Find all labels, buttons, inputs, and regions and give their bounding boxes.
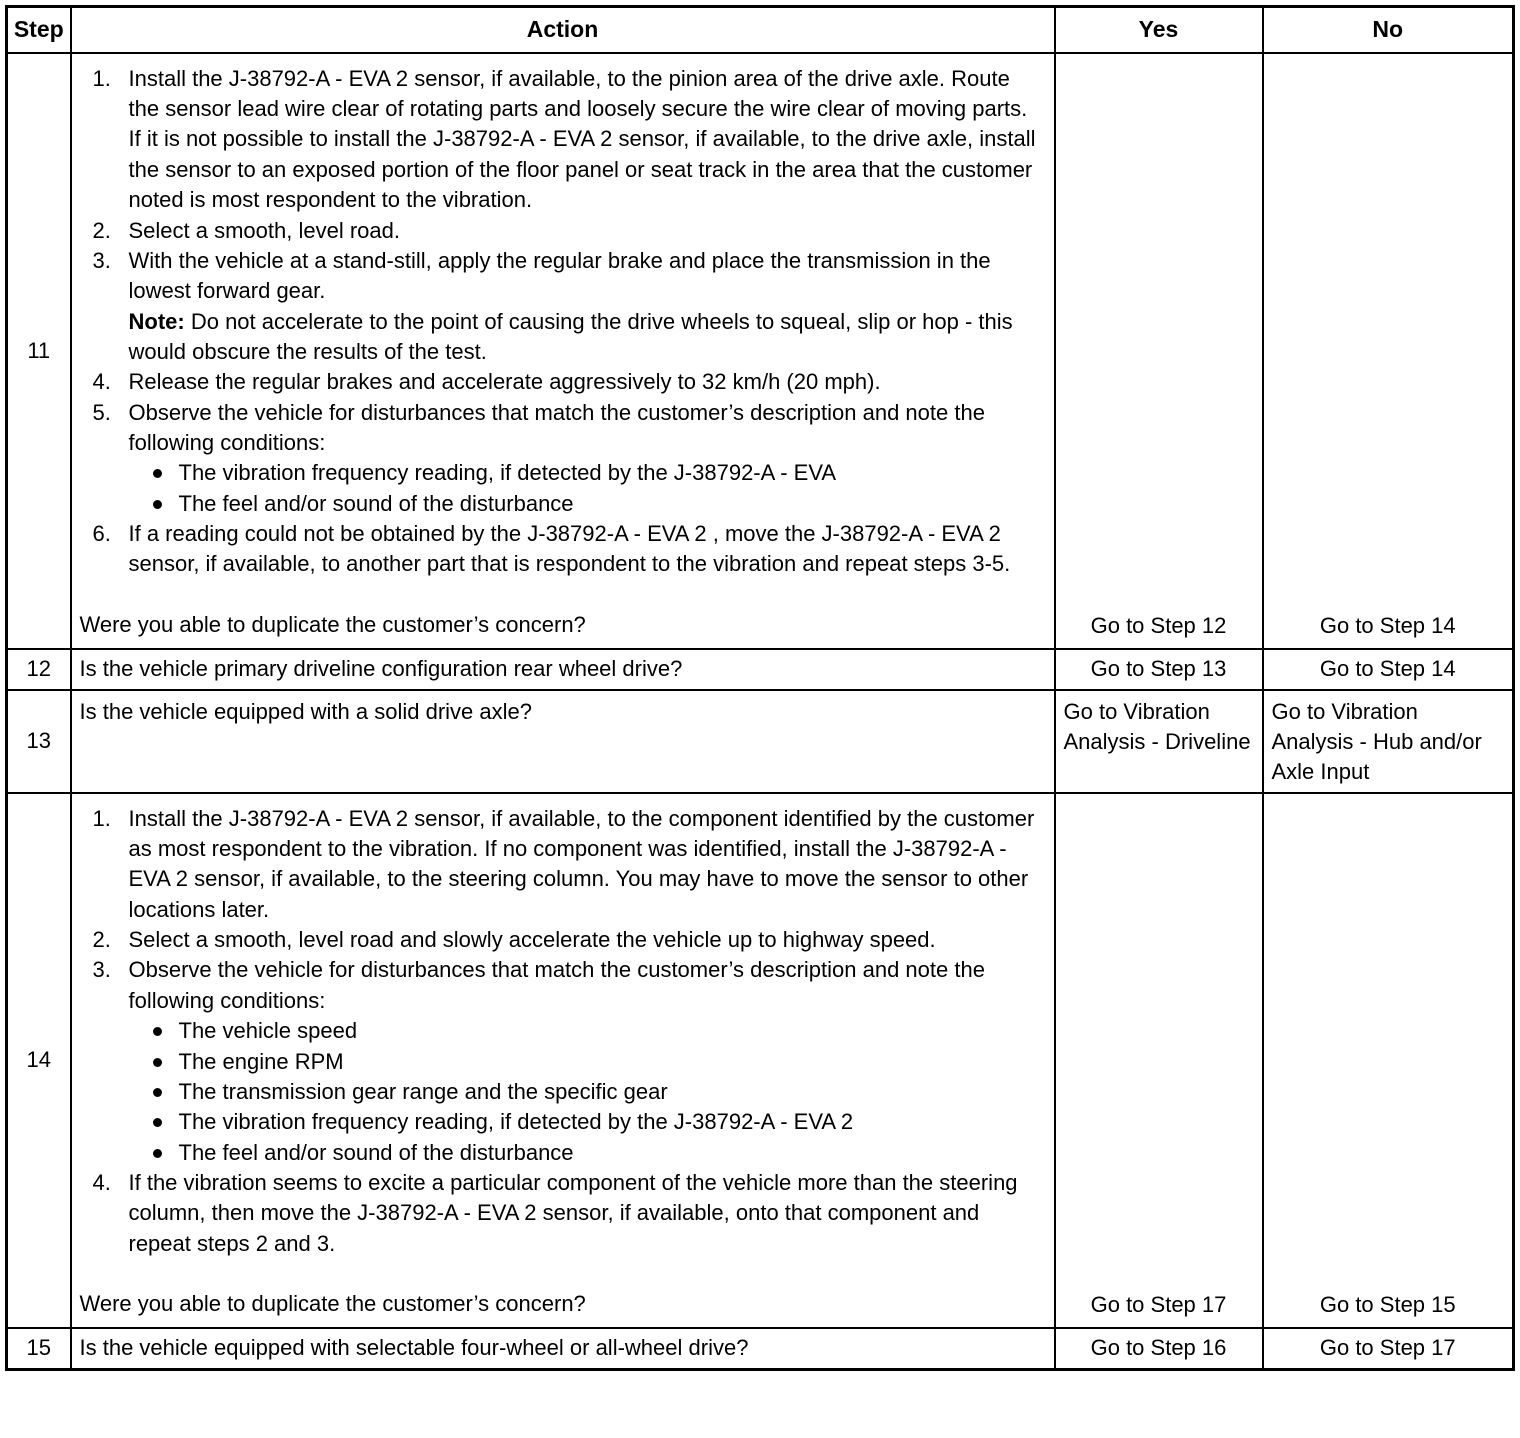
col-header-action: Action: [71, 7, 1055, 53]
action-cell: [71, 690, 1055, 793]
table-row: [7, 649, 1514, 689]
yes-result: Go to Vibration Analysis - Driveline: [1055, 690, 1263, 793]
step-number: 15: [7, 1328, 71, 1369]
yes-result: Go to Step 17: [1055, 793, 1263, 1329]
bullet-icon: [153, 1058, 162, 1067]
bullet-text: The transmission gear range and the specific gear: [178, 1078, 668, 1104]
item-body: [129, 64, 1042, 216]
item-text: Install the J-38792-A - EVA 2 sensor, if available, to the component identified by the customer as most respondent to the vibration. If no component was identified, install the J-38792-A - EVA 2 sensor, if available, to the steering column. You may have to move the sensor to other locations later.: [128, 805, 1035, 922]
note-line: Note: Do not accelerate to the point of causing the drive wheels to squeal, slip or hop - this would obscure the results of the test.: [128, 308, 1013, 364]
numbered-list: [80, 804, 1044, 1259]
bullet-text: The vehicle speed: [178, 1018, 358, 1044]
table-row: [7, 690, 1514, 793]
table-body: [7, 53, 1514, 1370]
bullet-icon: [153, 500, 162, 509]
yes-result: Go to Step 13: [1055, 649, 1263, 689]
bullet-icon: [153, 1027, 162, 1036]
item-body: [129, 246, 1042, 367]
bullet-list: [129, 1016, 1042, 1168]
item-number: 1.: [92, 65, 111, 91]
step-number: 12: [7, 649, 71, 689]
table-row: [7, 793, 1514, 1329]
item-body: [129, 367, 1042, 397]
no-result: Go to Step 15: [1263, 793, 1514, 1329]
bullet-item: [153, 1016, 1042, 1046]
numbered-item: [93, 367, 1042, 397]
item-number: 5.: [92, 399, 111, 425]
yes-result: Go to Step 12: [1055, 53, 1263, 649]
numbered-item: [93, 955, 1042, 1168]
yes-result: Go to Step 16: [1055, 1328, 1263, 1369]
action-cell: [71, 649, 1055, 689]
item-number: 3.: [92, 247, 111, 273]
bullet-text: The vibration frequency reading, if detected by the J-38792-A - EVA: [178, 460, 837, 486]
action-cell: [71, 793, 1055, 1329]
table-row: [7, 1328, 1514, 1369]
action-question: Were you able to duplicate the customer’s concern?: [79, 1291, 586, 1317]
numbered-item: [93, 1168, 1042, 1259]
step-number: 13: [7, 690, 71, 793]
table-row: [7, 53, 1514, 649]
bullet-text: The feel and/or sound of the disturbance: [178, 1139, 574, 1165]
numbered-item: [93, 519, 1042, 580]
note-label: Note:: [128, 308, 185, 334]
action-cell: [71, 1328, 1055, 1369]
bullet-text: The feel and/or sound of the disturbance: [178, 490, 574, 516]
bullet-item: [153, 458, 1042, 488]
item-body: [129, 804, 1042, 925]
col-header-no: No: [1263, 7, 1514, 53]
bullet-icon: [153, 1149, 162, 1158]
header-row: [7, 7, 1514, 53]
diagnostic-table: [5, 5, 1515, 1371]
step-number: 14: [7, 793, 71, 1329]
numbered-item: [93, 246, 1042, 367]
item-number: 4.: [92, 369, 111, 395]
item-body: [129, 398, 1042, 519]
action-question: Is the vehicle primary driveline configuration rear wheel drive?: [79, 656, 683, 682]
bullet-icon: [153, 1118, 162, 1127]
bullet-text: The vibration frequency reading, if detected by the J-38792-A - EVA 2: [178, 1109, 854, 1135]
col-header-step: Step: [7, 7, 71, 53]
action-question: Is the vehicle equipped with a solid drive axle?: [79, 698, 532, 724]
item-text: Install the J-38792-A - EVA 2 sensor, if available, to the pinion area of the drive axle. Route the sensor lead wire clear of rotating parts and loosely secure the wire clear of moving parts. If it is not possible to install the J-38792-A - EVA 2 sensor, if available, to the drive axle, install the sensor to an exposed portion of the floor panel or seat track in the area that the customer noted is most respondent to the vibration.: [128, 65, 1036, 213]
numbered-item: [93, 216, 1042, 246]
table-header: [7, 7, 1514, 53]
step-number: 11: [7, 53, 71, 649]
numbered-item: [93, 804, 1042, 925]
numbered-item: [93, 925, 1042, 955]
item-body: [129, 216, 1042, 246]
no-result: Go to Step 17: [1263, 1328, 1514, 1369]
item-body: [129, 955, 1042, 1168]
action-question: Is the vehicle equipped with selectable four-wheel or all-wheel drive?: [79, 1335, 749, 1361]
item-text: With the vehicle at a stand-still, apply the regular brake and place the transmission in the lowest forward gear.: [128, 247, 991, 304]
numbered-item: [93, 398, 1042, 519]
bullet-item: [153, 489, 1042, 519]
item-text: Observe the vehicle for disturbances that match the customer’s description and note the following conditions:: [128, 957, 985, 1013]
item-body: [129, 519, 1042, 580]
item-number: 6.: [92, 521, 111, 547]
numbered-item: [93, 64, 1042, 216]
item-number: 2.: [92, 217, 111, 243]
item-number: 2.: [92, 927, 111, 953]
item-text: Select a smooth, level road.: [128, 217, 400, 243]
no-result: Go to Step 14: [1263, 649, 1514, 689]
bullet-item: [153, 1047, 1042, 1077]
no-result: Go to Step 14: [1263, 53, 1514, 649]
bullet-icon: [153, 469, 162, 478]
bullet-item: [153, 1138, 1042, 1168]
item-body: [129, 1168, 1042, 1259]
action-question: Were you able to duplicate the customer’s concern?: [79, 611, 586, 637]
action-cell: [71, 53, 1055, 649]
item-body: [129, 925, 1042, 955]
item-number: 1.: [92, 805, 111, 831]
col-header-yes: Yes: [1055, 7, 1263, 53]
item-text: Release the regular brakes and accelerate aggressively to 32 km/h (20 mph).: [128, 369, 881, 395]
item-number: 4.: [92, 1169, 111, 1195]
item-text: If a reading could not be obtained by the J-38792-A - EVA 2 , move the J-38792-A - EVA 2 sensor, if available, to another part that is respondent to the vibration and repeat steps 3-5.: [128, 521, 1011, 577]
item-text: If the vibration seems to excite a particular component of the vehicle more than the steering column, then move the J-38792-A - EVA 2 sensor, if available, onto that component and repeat steps 2 and 3.: [128, 1169, 1018, 1256]
item-text: Observe the vehicle for disturbances that match the customer’s description and note the following conditions:: [128, 399, 985, 456]
bullet-icon: [153, 1088, 162, 1097]
bullet-item: [153, 1107, 1042, 1137]
item-number: 3.: [92, 957, 111, 983]
numbered-list: [80, 64, 1044, 580]
bullet-item: [153, 1077, 1042, 1107]
bullet-list: [129, 458, 1042, 519]
bullet-text: The engine RPM: [178, 1048, 344, 1074]
item-text: Select a smooth, level road and slowly accelerate the vehicle up to highway speed.: [128, 927, 936, 953]
no-result: Go to Vibration Analysis - Hub and/or Axle Input: [1263, 690, 1514, 793]
